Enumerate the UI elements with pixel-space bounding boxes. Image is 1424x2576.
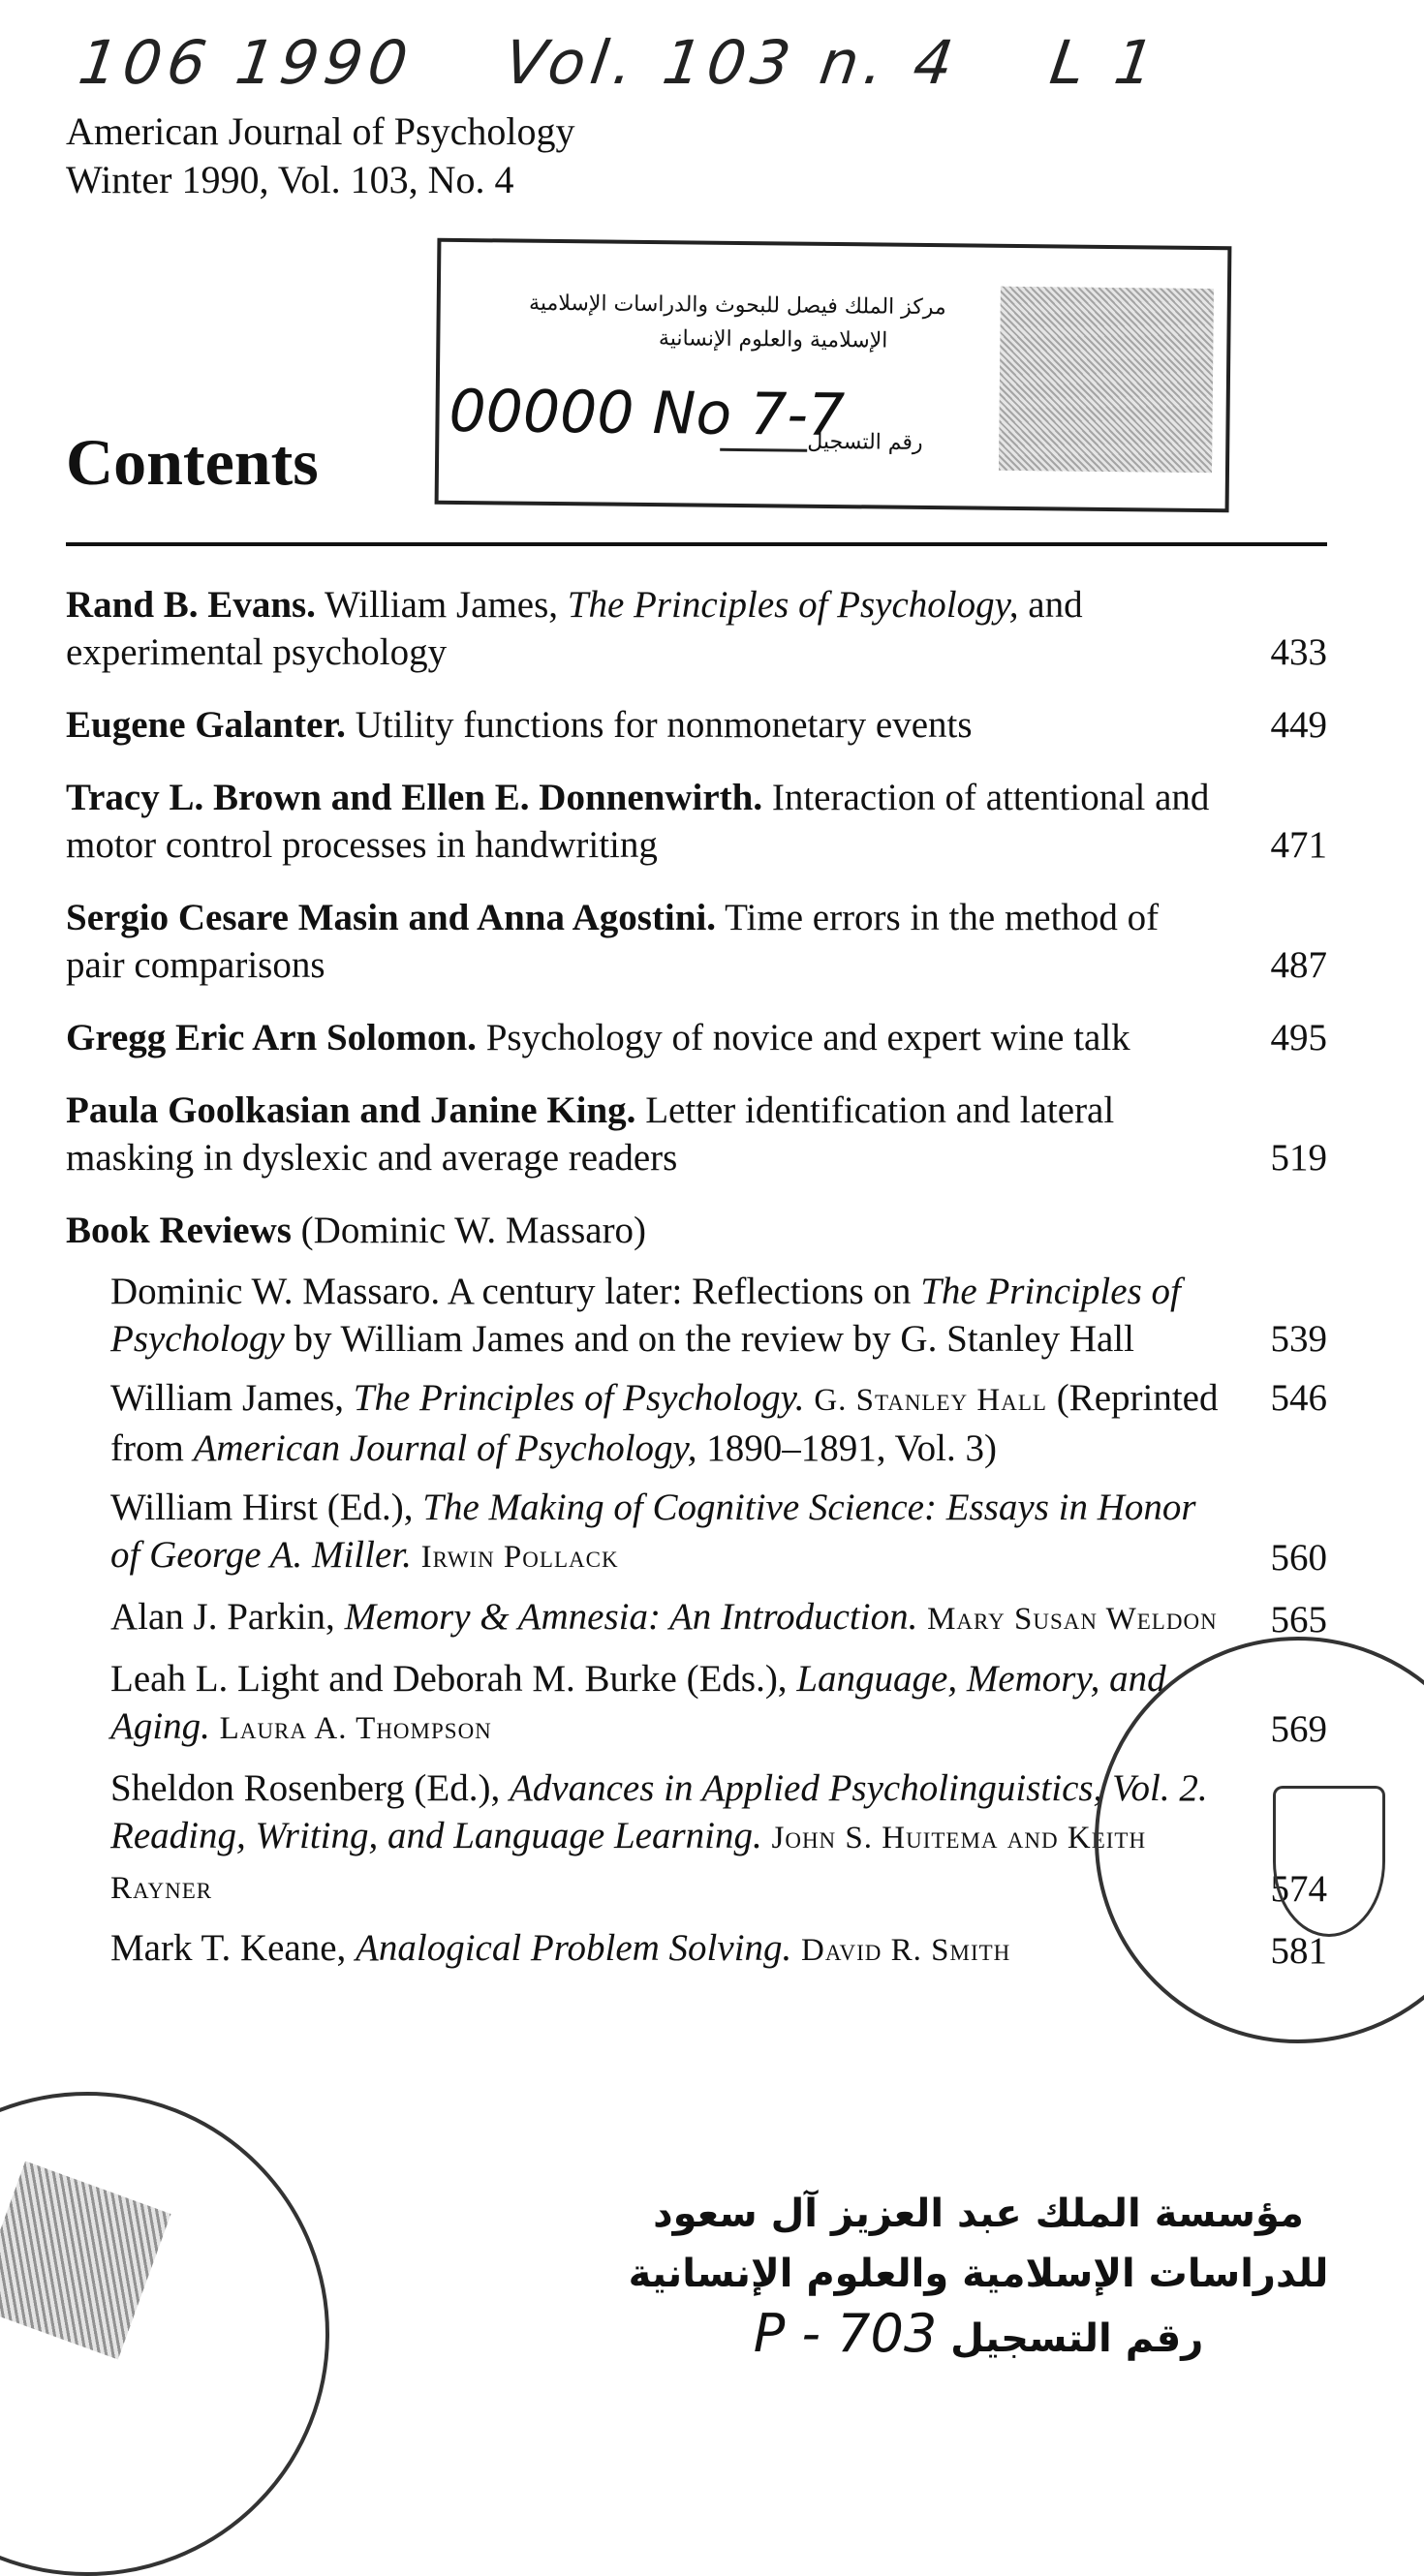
review-page-number: 539 xyxy=(1270,1318,1327,1360)
entry-author: Sergio Cesare Masin and Anna Agostini. xyxy=(66,897,717,938)
review-page-number: 581 xyxy=(1270,1930,1327,1972)
articles-list xyxy=(66,581,1327,1181)
review-entry xyxy=(110,1268,1327,1363)
title-divider xyxy=(66,542,1327,546)
seal-shield-icon xyxy=(1270,1786,1385,1937)
seal-texture xyxy=(0,2161,171,2359)
review-author: William Hirst (Ed.), xyxy=(110,1487,423,1528)
stamp-registration-label: رقم التسجيل xyxy=(807,429,923,455)
entry-page-number: 487 xyxy=(1270,944,1327,986)
review-author: Dominic W. Massaro. A century later: Reflections on xyxy=(110,1271,921,1312)
review-entry xyxy=(110,1374,1327,1472)
bottom-stamp-line-1: مؤسسة الملك عبد العزيز آل سعود xyxy=(653,2192,1304,2236)
entry-author: Eugene Galanter. xyxy=(66,704,346,746)
stamp-handwritten-number: 00000 No 7-7 xyxy=(449,377,846,450)
toc-entry xyxy=(66,1087,1327,1181)
library-registration-stamp xyxy=(435,238,1232,513)
review-author: Mark T. Keane, xyxy=(110,1927,356,1969)
entry-title-part: Letter identification and lateral masking in dyslexic and average readers xyxy=(66,1089,1115,1179)
round-seal-stamp-bottom xyxy=(0,2092,329,2576)
review-reviewer: G. Stanley Hall xyxy=(814,1383,1047,1418)
entry-author: Paula Goolkasian and Janine King. xyxy=(66,1089,636,1131)
handwritten-header xyxy=(75,27,1344,98)
toc-entry xyxy=(66,581,1327,676)
review-book-title: Advances in Applied Psycholinguistics, Vol. 2. Reading, Writing, and Language Learning. xyxy=(110,1767,1208,1856)
journal-name: American Journal of Psychology xyxy=(66,109,575,153)
review-book-title: Memory & Amnesia: An Introduction. xyxy=(344,1596,918,1638)
book-reviews-heading xyxy=(66,1207,1327,1254)
stamp-dash xyxy=(720,448,807,452)
journal-issue: Winter 1990, Vol. 103, No. 4 xyxy=(66,158,514,201)
review-entry xyxy=(110,1593,1327,1643)
handwritten-catalog-number: 106 1990 xyxy=(74,27,418,98)
book-reviews-editor: (Dominic W. Massaro) xyxy=(291,1210,647,1251)
review-separator xyxy=(210,1705,220,1747)
review-reviewer: Irwin Pollack xyxy=(420,1540,619,1575)
review-author: Alan J. Parkin, xyxy=(110,1596,345,1638)
review-reprint-note: (Reprinted from xyxy=(110,1377,1219,1469)
review-entry xyxy=(110,1484,1327,1581)
stamp-line-2: الإسلامية والعلوم الإنسانية xyxy=(658,326,888,353)
bottom-stamp-line-2: للدراسات الإسلامية والعلوم الإنسانية xyxy=(628,2252,1329,2296)
review-separator: by William James and on the review by G. Stanley Hall xyxy=(284,1318,1134,1360)
entry-title-part: The Principles of Psychology, xyxy=(567,584,1019,626)
contents-title: Contents xyxy=(66,425,319,499)
review-book-title: Language, Memory, and Aging. xyxy=(110,1658,1166,1747)
review-book-title: Analogical Problem Solving. xyxy=(356,1927,792,1969)
entry-title-part: Time errors in the method of pair comparisons xyxy=(66,897,1160,986)
review-book-title: The Principles of Psychology. xyxy=(353,1377,805,1419)
bottom-stamp-line-3: رقم التسجيل 703 - P xyxy=(753,2303,1204,2364)
review-page-number: 569 xyxy=(1270,1708,1327,1750)
review-reviewer: Mary Susan Weldon xyxy=(927,1602,1218,1637)
review-reprint-journal: American Journal of Psychology, xyxy=(193,1427,697,1469)
entry-author: Rand B. Evans. xyxy=(66,584,316,626)
review-author: William James, xyxy=(110,1377,354,1419)
review-separator xyxy=(791,1927,801,1969)
toc-entry xyxy=(66,701,1327,749)
toc-entry xyxy=(66,1014,1327,1061)
review-page-number: 546 xyxy=(1270,1377,1327,1419)
stamp-line-1: مركز الملك فيصل للبحوث والدراسات الإسلامية xyxy=(528,291,946,321)
entry-title-part: Psychology of novice and expert wine talk xyxy=(476,1017,1130,1058)
book-reviews-label: Book Reviews xyxy=(66,1210,292,1251)
entry-title-part: William James, xyxy=(315,584,568,626)
bottom-library-stamp xyxy=(542,2184,1414,2369)
toc-entry xyxy=(66,774,1327,869)
entry-page-number: 519 xyxy=(1270,1137,1327,1179)
review-book-title: The Making of Cognitive Science: Essays in Honor of George A. Miller. xyxy=(110,1487,1196,1576)
entry-title-part: Interaction of attentional and motor control processes in handwriting xyxy=(66,777,1210,866)
entry-page-number: 495 xyxy=(1270,1017,1327,1058)
review-book-title: The Principles of Psychology xyxy=(110,1271,1181,1360)
review-separator xyxy=(412,1534,421,1576)
review-reviewer: Laura A. Thompson xyxy=(219,1711,492,1746)
entry-title-part: Utility functions for nonmonetary events xyxy=(345,704,973,746)
entry-page-number: 449 xyxy=(1270,704,1327,746)
entry-author: Tracy L. Brown and Ellen E. Donnenwirth. xyxy=(66,777,763,818)
stamp-seal-texture xyxy=(999,287,1214,473)
bottom-stamp-handwritten-number: 703 - P xyxy=(753,2303,938,2364)
review-separator xyxy=(917,1596,927,1638)
review-separator xyxy=(762,1815,772,1856)
review-reviewer: David R. Smith xyxy=(801,1933,1011,1968)
entry-author: Gregg Eric Arn Solomon. xyxy=(66,1017,477,1058)
entry-page-number: 433 xyxy=(1270,631,1327,673)
handwritten-location: L 1 xyxy=(1045,27,1164,98)
handwritten-volume: Vol. 103 n. 4 xyxy=(500,27,964,98)
review-reviewer: John S. Huitema and Keith Rayner xyxy=(110,1821,1147,1906)
review-page-number: 574 xyxy=(1270,1868,1327,1910)
review-page-number: 560 xyxy=(1270,1537,1327,1579)
review-separator xyxy=(805,1377,815,1419)
entry-page-number: 471 xyxy=(1270,824,1327,866)
review-reprint-volume: 1890–1891, Vol. 3) xyxy=(697,1427,997,1469)
review-author: Leah L. Light and Deborah M. Burke (Eds.), xyxy=(110,1658,797,1700)
entry-title-part: and experimental psychology xyxy=(66,584,1083,673)
review-author: Sheldon Rosenberg (Ed.), xyxy=(110,1767,510,1809)
review-page-number: 565 xyxy=(1270,1599,1327,1641)
toc-entry xyxy=(66,894,1327,989)
